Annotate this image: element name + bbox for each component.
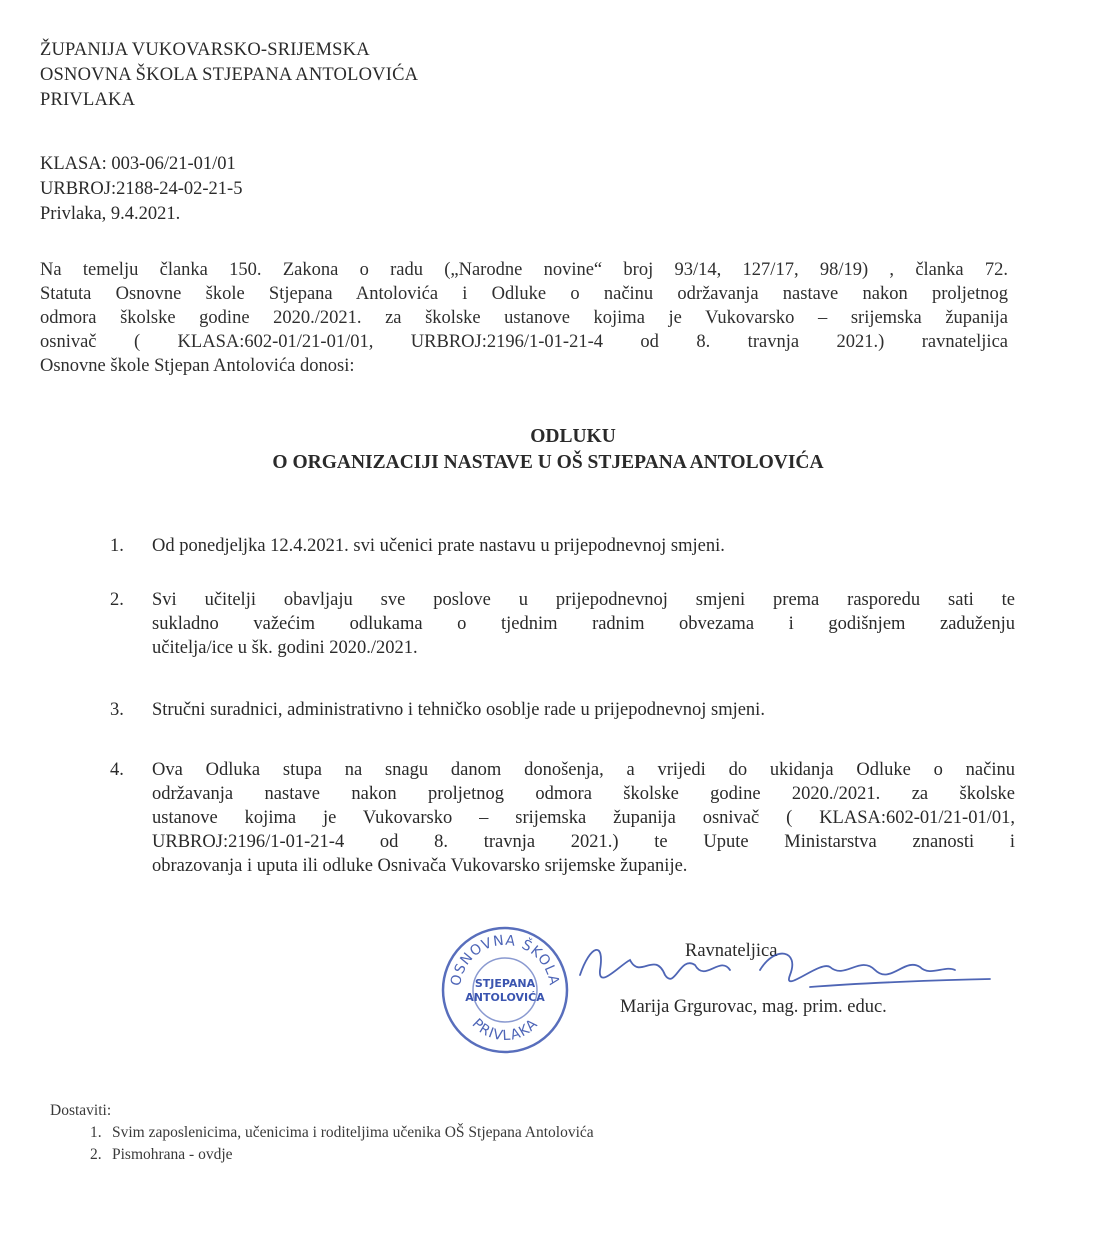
- stamp-center-text-2: ANTOLOVIĆA: [465, 991, 545, 1004]
- stamp-center-text-1: STJEPANA: [474, 977, 536, 990]
- title-line-2: O ORGANIZACIJI NASTAVE U OŠ STJEPANA ANTOLOVIĆA: [272, 452, 824, 473]
- signatory-title: Ravnateljica: [685, 941, 778, 961]
- stamp-bottom-text: PRIVLAKA: [468, 1015, 542, 1045]
- item-line: ustanove kojima je Vukovarsko – srijemska županija osnivač ( KLASA:602-01/21-01/01,: [152, 808, 1015, 828]
- school-location: PRIVLAKA: [40, 90, 136, 110]
- intro-line: odmora školske godine 2020./2021. za školske ustanove kojima je Vukovarsko – srijemska županija: [40, 308, 1008, 328]
- stamp-top-text: OSNOVNA ŠKOLA: [447, 932, 562, 988]
- item-line: URBROJ:2196/1-01-21-4 od 8. travnja 2021.) te Upute Ministarstva znanosti i: [152, 832, 1015, 852]
- school-name: OSNOVNA ŠKOLA STJEPANA ANTOLOVIĆA: [40, 65, 419, 85]
- delivery-item-text: Pismohrana - ovdje: [112, 1146, 233, 1163]
- item-line: obrazovanja i uputa ili odluke Osnivača Vukovarsko srijemske županije.: [152, 856, 688, 876]
- delivery-list: [50, 1100, 594, 1166]
- signature-block: [440, 925, 1000, 1075]
- decision-title: [0, 424, 1096, 476]
- intro-line: Na temelju članka 150. Zakona o radu („Narodne novine“ broj 93/14, 127/17, 98/19) , članka 72.: [40, 260, 1008, 280]
- item-number: 3.: [110, 700, 124, 720]
- intro-line: osnivač ( KLASA:602-01/21-01/01, URBROJ:2196/1-01-21-4 od 8. travnja 2021.) ravnateljica: [40, 332, 1008, 352]
- item-line: Stručni suradnici, administrativno i tehničko osoblje rade u prijepodnevnoj smjeni.: [152, 700, 765, 720]
- intro-line: Osnovne škole Stjepan Antolovića donosi:: [40, 356, 355, 376]
- item-line: Od ponedjeljka 12.4.2021. svi učenici prate nastavu u prijepodnevnoj smjeni.: [152, 536, 725, 556]
- delivery-heading: Dostaviti:: [50, 1102, 112, 1119]
- klasa-number: KLASA: 003-06/21-01/01: [40, 154, 236, 174]
- county-name: ŽUPANIJA VUKOVARSKO-SRIJEMSKA: [40, 40, 370, 60]
- item-line: Ova Odluka stupa na snagu danom donošenja, a vrijedi do ukidanja Odluke o načinu: [152, 760, 1015, 780]
- delivery-item: [90, 1144, 594, 1166]
- item-line: učitelja/ice u šk. godini 2020./2021.: [152, 638, 418, 658]
- item-number: 2.: [110, 590, 124, 610]
- item-line: sukladno važećim odlukama o tjednim radnim obvezama i godišnjem zaduženju: [152, 614, 1015, 634]
- signatory-name: Marija Grgurovac, mag. prim. educ.: [620, 997, 887, 1017]
- delivery-item: [90, 1122, 594, 1144]
- title-line-1: ODLUKU: [530, 426, 616, 447]
- delivery-item-number: 1.: [90, 1124, 102, 1141]
- delivery-item-number: 2.: [90, 1146, 102, 1163]
- institution-header: [40, 38, 418, 113]
- item-line: Svi učitelji obavljaju sve poslove u prijepodnevnoj smjeni prema rasporedu sati te: [152, 590, 1015, 610]
- item-number: 4.: [110, 760, 124, 780]
- item-line: održavanja nastave nakon proljetnog odmora školske godine 2020./2021. za školske: [152, 784, 1015, 804]
- svg-text:PRIVLAKA: [469, 1016, 542, 1044]
- intro-line: Statuta Osnovne škole Stjepana Antolovića i Odluke o načinu održavanja nastave nakon proljetnog: [40, 284, 1008, 304]
- document-meta: [40, 152, 242, 227]
- urbroj-number: URBROJ:2188-24-02-21-5: [40, 179, 243, 199]
- place-date: Privlaka, 9.4.2021.: [40, 204, 181, 224]
- delivery-item-text: Svim zaposlenicima, učenicima i roditeljima učenika OŠ Stjepana Antolovića: [112, 1124, 594, 1141]
- legal-basis-paragraph: [40, 258, 1008, 378]
- school-stamp: [440, 925, 570, 1055]
- item-number: 1.: [110, 536, 124, 556]
